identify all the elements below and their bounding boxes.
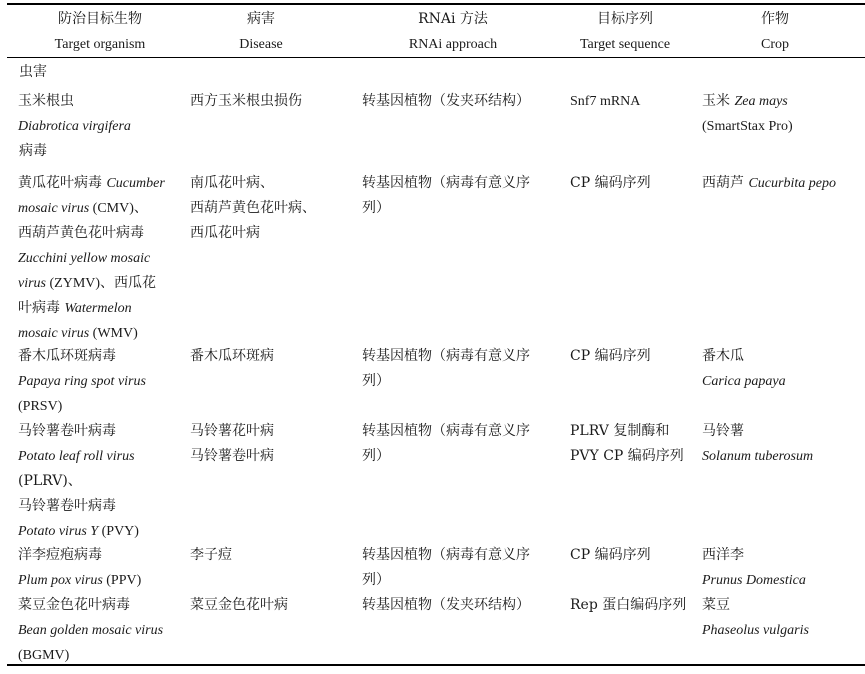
header-en: Target sequence (579, 37, 671, 52)
cell-line: Bean golden mosaic virus (18, 623, 164, 638)
table-row-organism (18, 419, 139, 544)
table-row-organism (18, 543, 141, 593)
cell-line: 转基因植物（发夹环结构） (362, 597, 530, 613)
table-row-crop (702, 419, 813, 469)
cell-text: 叶病毒 (18, 300, 65, 316)
cell-line: 番木瓜环斑病毒 (18, 348, 116, 364)
cell-line: (SmartStax Pro) (702, 119, 793, 134)
cell-line: (PLRV)、 (18, 473, 82, 489)
table-row-approach (362, 171, 530, 221)
top-rule (7, 3, 865, 5)
cell-line: PVY CP 编码序列 (570, 448, 684, 464)
cell-italic: mosaic virus (18, 201, 90, 216)
cell-italic: Cucurbita pepo (748, 176, 836, 191)
table-row-crop (702, 89, 793, 139)
cell-italic: mosaic virus (18, 326, 90, 341)
table-row-disease (190, 593, 288, 618)
cell-line: 转基因植物（病毒有意义序 (362, 547, 530, 563)
cell-italic: Potato virus Y (18, 524, 99, 539)
cell-line: PLRV 复制酶和 (570, 423, 670, 439)
cell-italic: Plum pox virus (18, 573, 103, 588)
table-row-disease (190, 543, 232, 568)
cell-line: 西葫芦黄色花叶病毒 (18, 225, 144, 241)
cell-italic: Watermelon (64, 301, 132, 316)
header-en: RNAi approach (408, 37, 498, 52)
cell-line: 转基因植物（发夹环结构） (362, 93, 530, 109)
cell-line: Zucchini yellow mosaic (18, 251, 151, 266)
cell-line: 菜豆金色花叶病 (190, 597, 288, 613)
cell-italic: virus (18, 276, 46, 291)
section-label-virus: 病毒 (19, 143, 47, 159)
header-target-sequence (565, 7, 685, 57)
cell-line: 西洋李 (702, 547, 744, 563)
cell-line (18, 196, 165, 221)
cell-text: (PVY) (98, 524, 139, 539)
header-en: Crop (761, 37, 789, 52)
cell-text: 玉米 (702, 93, 735, 109)
cell-italic: Zea mays (734, 94, 788, 109)
cell-line: 西葫芦黄色花叶病、 (190, 200, 316, 216)
cell-line: Papaya ring spot virus (18, 374, 146, 389)
cell-line: 马铃薯 (702, 423, 744, 439)
cell-line: 菜豆 (702, 597, 730, 613)
cell-line: (PRSV) (18, 399, 63, 414)
table-row-approach (362, 593, 530, 618)
cell-text: (PPV) (102, 573, 142, 588)
cell-line: 马铃薯卷叶病 (190, 448, 274, 464)
cell-line: Prunus Domestica (702, 573, 806, 588)
table-row-sequence (570, 89, 640, 114)
table-row-sequence (570, 543, 651, 568)
cell-line: Phaseolus vulgaris (702, 623, 809, 638)
section-label-insect: 虫害 (19, 64, 47, 80)
header-cn: 作物 (761, 11, 789, 27)
cell-line: CP 编码序列 (570, 348, 651, 364)
table-row-disease (190, 89, 302, 114)
cell-text: 西葫芦 (702, 175, 749, 191)
table-row-disease (190, 171, 316, 246)
cell-line: 南瓜花叶病、 (190, 175, 274, 191)
cell-line: 番木瓜 (702, 348, 744, 364)
cell-line: 马铃薯卷叶病毒 (18, 498, 116, 514)
table-row-sequence (570, 171, 651, 196)
table-row-approach (362, 543, 530, 593)
cell-line: 列） (362, 572, 390, 588)
table-row-sequence (570, 593, 686, 618)
cell-line (18, 296, 165, 321)
table-row-crop (702, 171, 836, 196)
cell-line: Snf7 mRNA (570, 94, 641, 109)
cell-line: CP 编码序列 (570, 547, 651, 563)
cell-line: CP 编码序列 (570, 175, 651, 191)
cell-line: 转基因植物（病毒有意义序 (362, 423, 530, 439)
table-row-disease (190, 344, 274, 369)
table-row-organism (18, 344, 146, 419)
header-cn: 目标序列 (597, 11, 653, 27)
cell-line: 菜豆金色花叶病毒 (18, 597, 130, 613)
cell-line: 转基因植物（病毒有意义序 (362, 175, 530, 191)
cell-line: Carica papaya (702, 374, 786, 389)
header-target-organism (20, 7, 180, 57)
cell-line (702, 171, 836, 196)
table-row-crop (702, 543, 806, 593)
cell-line: 马铃薯卷叶病毒 (18, 423, 116, 439)
cell-line: Diabrotica virgifera (18, 119, 131, 134)
cell-line: 马铃薯花叶病 (190, 423, 274, 439)
header-cn: 防治目标生物 (58, 11, 142, 27)
table-row-approach (362, 344, 530, 394)
header-cn: RNAi 方法 (418, 11, 488, 27)
cell-line: Potato leaf roll virus (18, 449, 135, 464)
cell-line: 列） (362, 448, 390, 464)
cell-line: 玉米根虫 (18, 93, 74, 109)
header-rule (7, 57, 865, 58)
table-row-approach (362, 419, 530, 469)
cell-line: 西方玉米根虫损伤 (190, 93, 302, 109)
cell-line: Rep 蛋白编码序列 (570, 597, 687, 613)
table-row-disease (190, 419, 274, 469)
table-row-organism (18, 171, 165, 346)
cell-line: 列） (362, 200, 390, 216)
header-en: Disease (239, 37, 283, 52)
table-row-crop (702, 344, 786, 394)
header-en: Target organism (54, 37, 146, 52)
cell-line: (BGMV) (18, 648, 70, 663)
table-row-sequence (570, 419, 684, 469)
cell-text: 黄瓜花叶病毒 (18, 175, 107, 191)
table-row-approach (362, 89, 530, 114)
cell-line (18, 321, 165, 346)
cell-line (702, 89, 793, 114)
cell-line (18, 171, 165, 196)
table-row-crop (702, 593, 809, 643)
cell-line: 列） (362, 373, 390, 389)
cell-line: Solanum tuberosum (702, 449, 814, 464)
cell-line: 转基因植物（病毒有意义序 (362, 348, 530, 364)
table-row-organism (18, 89, 131, 139)
cell-line: 洋李痘疱病毒 (18, 547, 102, 563)
table-row-organism (18, 593, 163, 668)
cell-text: (CMV)、 (89, 201, 148, 216)
cell-line (18, 519, 139, 544)
header-disease (208, 7, 314, 57)
cell-line: 李子痘 (190, 547, 232, 563)
cell-line (18, 568, 141, 593)
cell-line: 番木瓜环斑病 (190, 348, 274, 364)
table-row-sequence (570, 344, 651, 369)
cell-text: (ZYMV)、西瓜花 (46, 276, 157, 291)
header-rnai-approach (378, 7, 528, 57)
cell-text: (WMV) (89, 326, 138, 341)
header-crop (735, 7, 815, 57)
cell-italic: Cucumber (106, 176, 165, 191)
cell-line (18, 271, 165, 296)
header-cn: 病害 (247, 11, 275, 27)
cell-line: 西瓜花叶病 (190, 225, 260, 241)
